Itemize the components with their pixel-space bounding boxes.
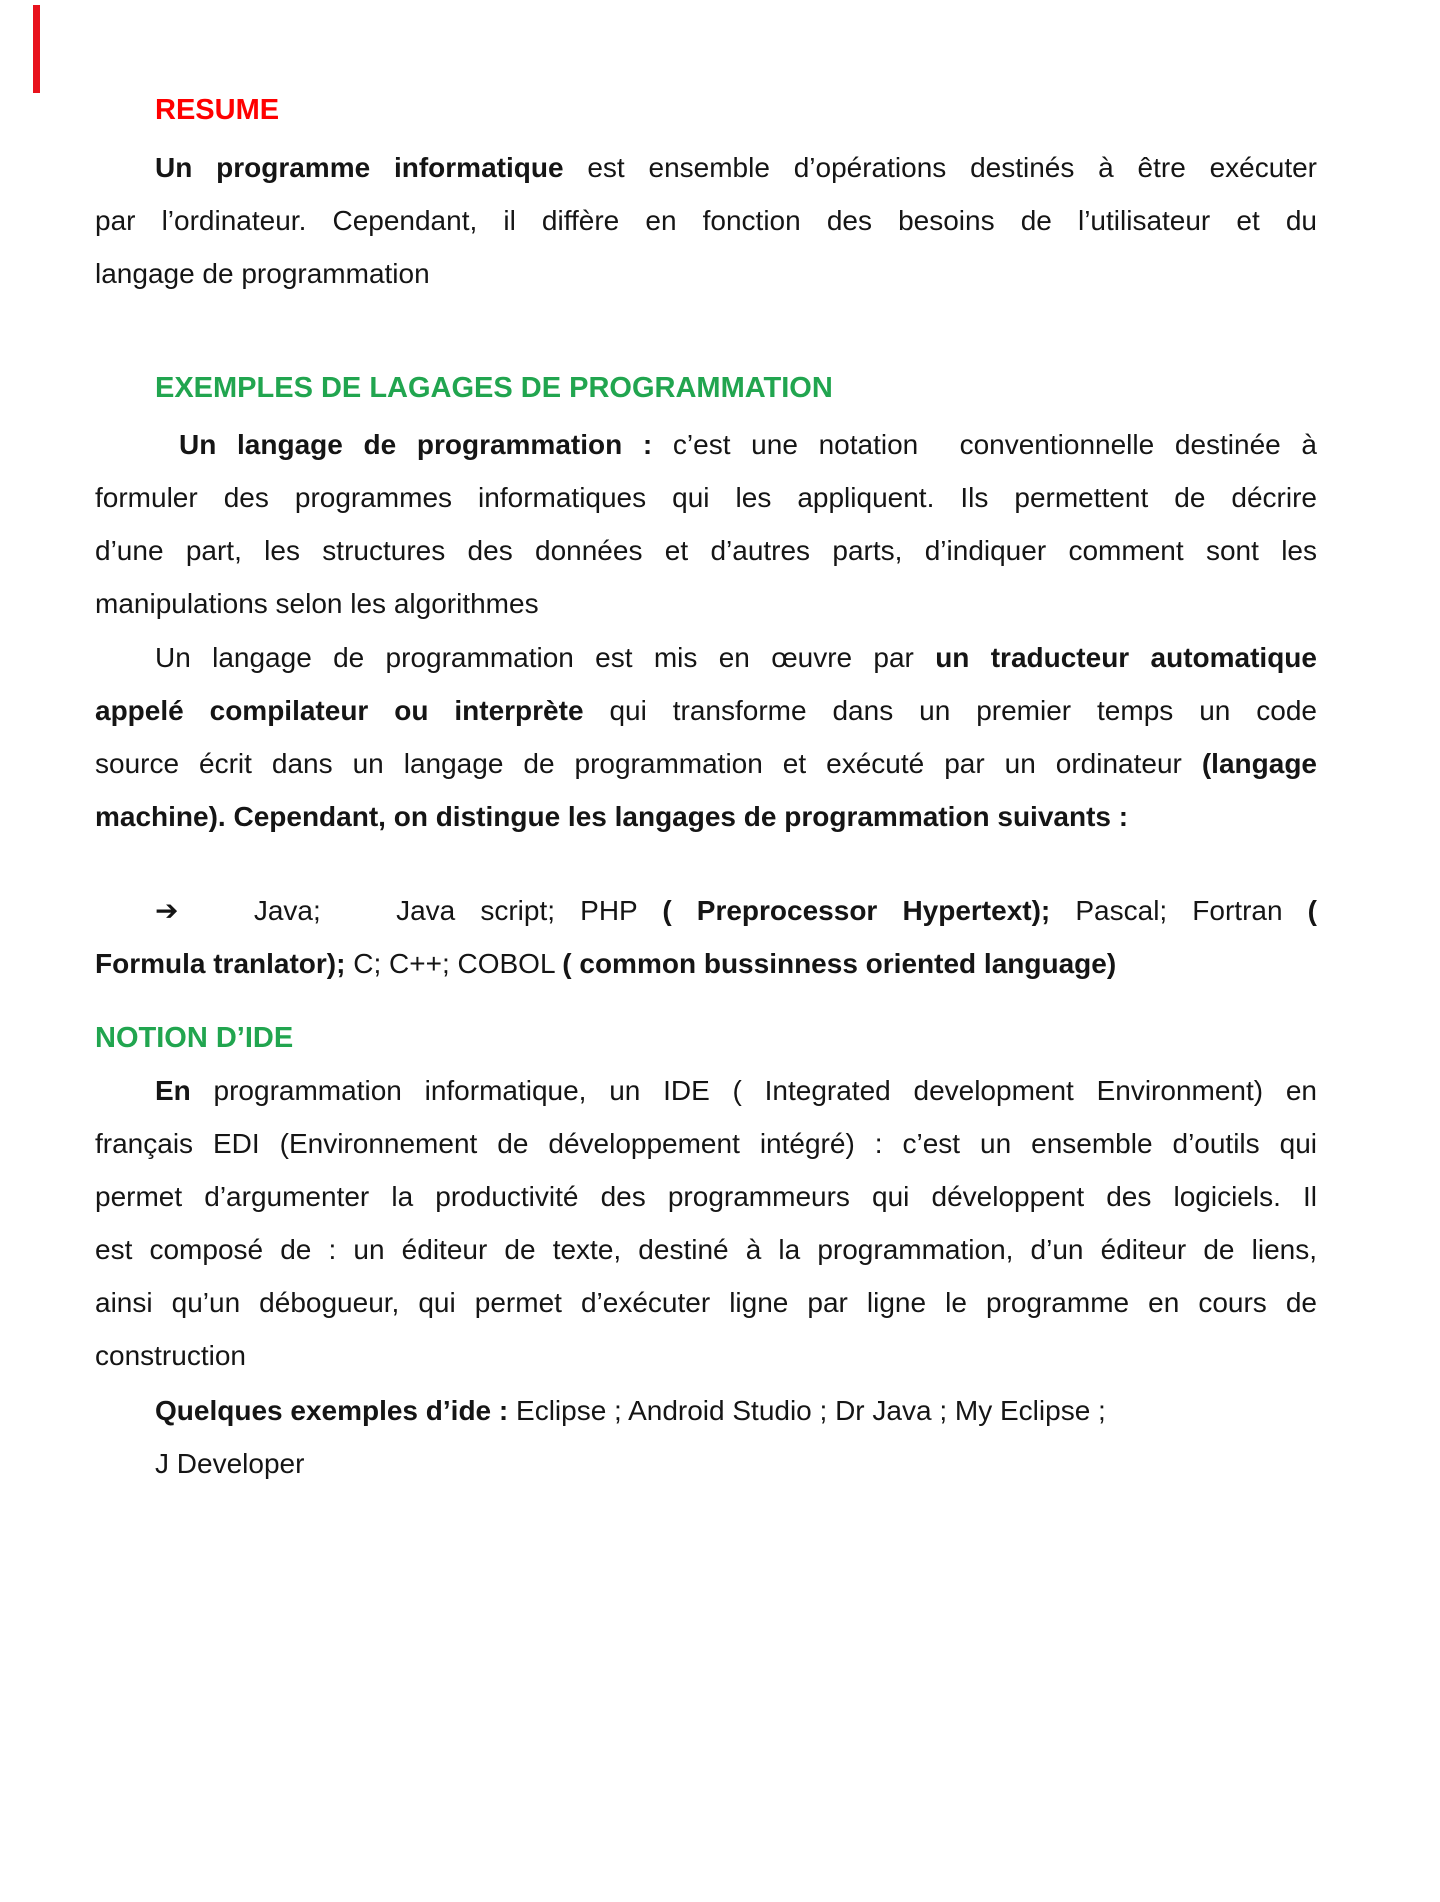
text-line (95, 884, 1317, 937)
section-heading-exemples (95, 362, 1317, 415)
text-segment: C; C++; COBOL (345, 948, 563, 979)
text-segment: permet d’argumenter la productivité des programmeurs qui développent des logiciels. Il (95, 1181, 1317, 1212)
text-segment: ( Preprocessor Hypertext); (662, 895, 1051, 926)
left-margin-change-bar (33, 5, 40, 93)
text-segment: formuler des programmes informatiques qui les appliquent. Ils permettent de décrire (95, 482, 1317, 513)
text-segment: source écrit dans un langage de programmation et exécuté par un ordinateur (95, 748, 1202, 779)
text-line (95, 84, 1317, 137)
text-segment: En (155, 1075, 191, 1106)
text-segment: ( (1307, 895, 1317, 926)
bullet-languages-list (95, 884, 1317, 990)
resume-heading (95, 84, 1317, 137)
text-line (95, 1170, 1317, 1223)
paragraph-traducteur-compilateur (95, 631, 1317, 843)
text-segment: est composé de : un éditeur de texte, destiné à la programmation, d’un éditeur de liens, (95, 1234, 1317, 1265)
text-segment: par l’ordinateur. Cependant, il diffère en fonction des besoins de l’utilisateur et du (95, 205, 1317, 236)
text-line (95, 1437, 1317, 1490)
text-segment: qui transforme dans un premier temps un code (583, 695, 1317, 726)
text-line (95, 1384, 1317, 1437)
text-segment: EXEMPLES DE LAGAGES DE PROGRAMMATION (155, 372, 833, 404)
section-heading-notion-ide (95, 1012, 1317, 1065)
text-line (95, 524, 1317, 577)
arrow-right-bullet-icon: ➔ (155, 895, 179, 926)
text-segment: Eclipse ; Android Studio ; Dr Java ; My Eclipse ; (508, 1395, 1106, 1426)
text-line (95, 1223, 1317, 1276)
text-line (95, 937, 1317, 990)
text-segment: d’une part, les structures des données et d’autres parts, d’indiquer comment sont les (95, 535, 1317, 566)
text-line (95, 471, 1317, 524)
text-line (95, 247, 1317, 300)
paragraph-langage-definition (95, 418, 1317, 630)
text-line (95, 577, 1317, 630)
text-segment: manipulations selon les algorithmes (95, 588, 539, 619)
text-segment: machine). Cependant, on distingue les langages de programmation suivants : (95, 801, 1129, 832)
paragraph-ide-definition (95, 1064, 1317, 1382)
text-line (95, 1012, 1317, 1065)
text-segment: Pascal; Fortran (1050, 895, 1308, 926)
text-segment: (langage (1201, 748, 1317, 779)
text-segment: RESUME (155, 94, 280, 126)
text-segment: langage de programmation (95, 258, 430, 289)
text-segment: NOTION D’IDE (95, 1022, 294, 1054)
text-segment: Java; Java script; PHP (178, 895, 663, 926)
text-line (95, 1276, 1317, 1329)
text-line (95, 684, 1317, 737)
text-segment: Un langage de programmation est mis en œuvre par (155, 642, 936, 673)
text-line (95, 631, 1317, 684)
text-segment: ainsi qu’un débogueur, qui permet d’exécuter ligne par ligne le programme en cours de (95, 1287, 1317, 1318)
text-segment: programmation informatique, un IDE ( Integrated development Environment) en (190, 1075, 1317, 1106)
text-segment: Formula tranlator); (95, 948, 346, 979)
text-segment: construction (95, 1340, 246, 1371)
text-line (95, 1064, 1317, 1117)
text-segment: français EDI (Environnement de développement intégré) : c’est un ensemble d’outils qui (95, 1128, 1317, 1159)
text-line (95, 1329, 1317, 1382)
text-segment: appelé compilateur ou interprète (95, 695, 584, 726)
text-line (95, 1117, 1317, 1170)
text-line (95, 194, 1317, 247)
text-segment: est ensemble d’opérations destinés à être exécuter (563, 152, 1318, 183)
text-line (95, 737, 1317, 790)
text-segment: c’est une notation conventionnelle destinée à (652, 429, 1317, 460)
paragraph-ide-examples (95, 1384, 1317, 1490)
text-segment: Quelques exemples d’ide : (155, 1395, 509, 1426)
text-line (95, 362, 1317, 415)
text-segment: Un langage de programmation : (179, 429, 653, 460)
text-segment: J Developer (155, 1448, 305, 1479)
text-line (95, 790, 1317, 843)
text-line (95, 141, 1317, 194)
text-segment: un traducteur automatique (935, 642, 1317, 673)
text-line (95, 418, 1317, 471)
text-segment: Un programme informatique (155, 152, 564, 183)
text-segment: ( common bussinness oriented language) (562, 948, 1117, 979)
paragraph-programme-informatique (95, 141, 1317, 300)
